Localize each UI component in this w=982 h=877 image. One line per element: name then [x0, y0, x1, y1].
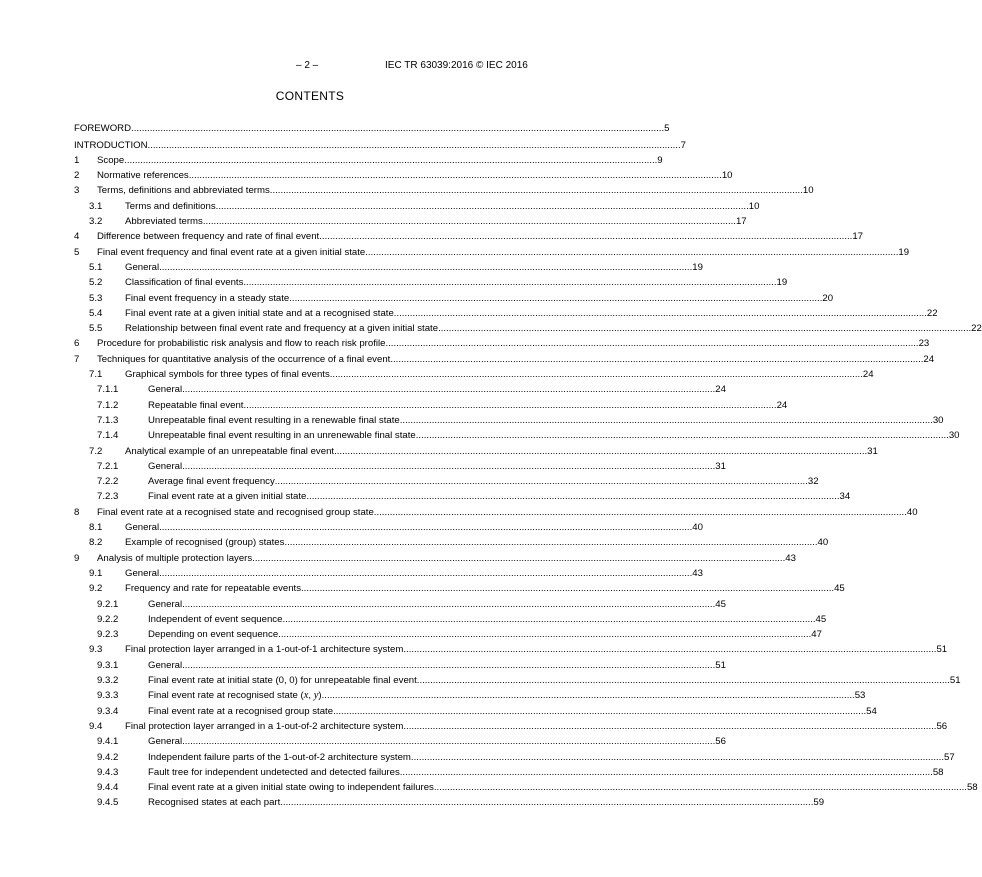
toc-entry[interactable] [74, 537, 829, 549]
toc-entry-number: 7 [74, 353, 80, 365]
toc-leader-dots [385, 338, 918, 350]
toc-entry-number: 3.2 [89, 216, 103, 227]
toc-leader-dots [182, 660, 715, 672]
toc-entry-page: 22 [926, 307, 938, 319]
toc-entry-label: Techniques for quantitative analysis of the occurrence of a final event [97, 353, 391, 365]
toc-entry-label: Example of recognised (group) states [125, 537, 285, 549]
toc-leader-dots [243, 400, 776, 412]
toc-entry-page: 31 [867, 445, 878, 457]
toc-entry-page: 22 [971, 323, 982, 335]
toc-entry-number: 9.2.1 [97, 598, 119, 610]
toc-entry-number: 9.2.3 [97, 629, 119, 641]
toc-entry[interactable] [74, 675, 961, 687]
toc-entry-page: 51 [936, 644, 948, 656]
toc-entry[interactable] [74, 506, 918, 519]
toc-entry-number: 9.3.3 [97, 690, 119, 702]
toc-entry-page: 45 [834, 583, 845, 595]
toc-leader-dots [270, 185, 803, 197]
toc-entry[interactable] [74, 705, 877, 718]
toc-entry[interactable] [74, 476, 819, 488]
toc-entry-page: 10 [748, 200, 760, 212]
toc-entry[interactable] [74, 353, 935, 366]
toc-entry-label: Unrepeatable final event resulting in an unrenewable final state [148, 430, 416, 442]
toc-entry-label: General [125, 522, 160, 533]
toc-entry-number: 7.1.4 [97, 430, 119, 442]
toc-entry-number: 7.1 [89, 369, 103, 380]
toc-entry-number: 9.4.2 [97, 751, 119, 763]
toc-entry-number: 9.4.3 [97, 766, 119, 778]
toc-entry[interactable] [74, 123, 670, 135]
toc-entry-page: 59 [813, 797, 825, 809]
toc-entry-label: Final protection layer arranged in a 1-out-of-1 architecture system [125, 644, 404, 656]
toc-entry[interactable] [74, 613, 827, 626]
toc-entry-page: 19 [776, 277, 788, 289]
toc-entry-label: Difference between frequency and rate of final event [97, 231, 320, 243]
toc-entry-number: 9.2.2 [97, 613, 119, 625]
toc-entry-label: Abbreviated terms [125, 216, 203, 227]
toc-leader-dots [182, 736, 715, 748]
toc-entry[interactable] [74, 659, 726, 672]
toc-leader-dots [416, 430, 949, 442]
toc-entry-page: 58 [966, 782, 978, 794]
toc-leader-dots [400, 415, 933, 427]
toc-entry-number: 9.4.1 [97, 736, 119, 748]
toc-entry-page: 57 [944, 751, 955, 763]
toc-entry-number: 9.2 [89, 583, 103, 595]
toc-leader-dots [243, 277, 776, 289]
toc-entry-number: 9 [74, 552, 80, 564]
toc-entry-page: 56 [936, 720, 948, 732]
toc-entry-label: Analysis of multiple protection layers [97, 552, 253, 564]
page-number-header: – 2 – [296, 60, 319, 71]
toc-entry-page: 24 [862, 369, 874, 380]
toc-entry-label: General [148, 384, 183, 396]
toc-entry-page: 9 [657, 154, 663, 166]
toc-entry-label: Independent failure parts of the 1-out-of-2 architecture system [148, 751, 411, 763]
toc-entry-page: 40 [692, 522, 703, 533]
toc-leader-dots [374, 507, 907, 519]
toc-entry[interactable] [74, 567, 703, 580]
toc-entry-number: 5.3 [89, 292, 103, 304]
toc-entry-page: 30 [948, 430, 960, 442]
toc-entry-label: Recognised states at each part [148, 797, 281, 809]
toc-entry-number: 9.4.4 [97, 782, 119, 794]
toc-entry-page: 40 [906, 506, 918, 518]
toc-entry[interactable] [74, 598, 726, 611]
toc-entry[interactable] [74, 629, 822, 641]
toc-entry[interactable] [74, 491, 851, 503]
toc-entry-label: General [125, 567, 160, 579]
toc-entry-page: 19 [898, 246, 910, 258]
toc-entry-number: 7.2 [89, 445, 103, 457]
toc-entry[interactable] [74, 216, 747, 228]
toc-entry[interactable] [74, 766, 944, 779]
toc-entry-page: 17 [852, 231, 863, 243]
toc-entry-label: Final event rate at a recognised state and recognised group state [97, 506, 374, 518]
toc-leader-dots [333, 706, 866, 718]
toc-leader-dots [284, 537, 817, 549]
toc-entry[interactable] [74, 644, 948, 656]
toc-entry-number: 8.2 [89, 537, 103, 549]
toc-entry-page: 7 [680, 139, 686, 151]
toc-entry[interactable] [74, 782, 978, 794]
toc-entry-page: 30 [932, 414, 944, 426]
toc-entry-number: 9.3.4 [97, 705, 119, 717]
toc-leader-dots [306, 491, 839, 503]
toc-entry-page: 32 [807, 476, 819, 488]
toc-entry-number: 7.1.2 [97, 399, 119, 411]
toc-entry[interactable] [74, 720, 948, 733]
toc-entry-label: Final event rate at initial state (0, 0) for unrepeatable final event [148, 675, 417, 686]
toc-leader-dots [159, 262, 692, 274]
toc-entry-page: 43 [692, 567, 703, 579]
toc-entry[interactable] [74, 552, 796, 565]
toc-leader-dots [334, 446, 867, 458]
toc-entry-label: FOREWORD [74, 123, 132, 134]
toc-entry-number: 5.4 [89, 307, 103, 319]
toc-entry-page: 53 [854, 690, 866, 702]
toc-entry-page: 45 [815, 613, 827, 625]
toc-entry-label: Final event rate at a given initial state owing to independent failures [148, 782, 434, 794]
toc-entry-number: 6 [74, 338, 80, 350]
toc-entry-label: Repeatable final event [148, 399, 244, 411]
toc-entry[interactable] [74, 154, 663, 167]
toc-leader-dots [282, 614, 815, 626]
toc-entry-label: Frequency and rate for repeatable events [125, 583, 301, 595]
toc-leader-dots [403, 721, 936, 733]
toc-entry[interactable] [74, 261, 703, 274]
toc-entry-label: Depending on event sequence [148, 629, 279, 641]
toc-entry-number: 9.3.1 [97, 659, 119, 671]
toc-leader-dots [365, 247, 898, 259]
toc-entry-label: Relationship between final event rate and frequency at a given initial state [125, 323, 439, 335]
toc-entry-label: Final event frequency in a steady state [125, 292, 290, 304]
toc-entry-page: 24 [776, 399, 788, 411]
toc-entry-label: Scope [97, 154, 125, 166]
toc-entry-number: 5.1 [89, 261, 103, 273]
toc-entry-page: 56 [715, 736, 726, 748]
toc-leader-dots [403, 644, 936, 656]
toc-leader-dots [289, 293, 822, 305]
toc-entry[interactable] [74, 200, 760, 213]
toc-leader-dots [159, 522, 692, 534]
toc-entry-label: Final event rate at a given initial state and at a recognised state [125, 307, 394, 319]
toc-entry-number: 9.4.5 [97, 797, 119, 809]
toc-entry-label: General [125, 261, 160, 273]
toc-leader-dots [182, 461, 715, 473]
toc-entry[interactable] [74, 231, 863, 243]
toc-entry[interactable] [74, 170, 733, 182]
toc-entry-number: 3 [74, 185, 80, 197]
toc-leader-dots [159, 568, 692, 580]
toc-entry-number: 7.2.2 [97, 476, 119, 488]
toc-entry-number: 7.2.1 [97, 460, 119, 472]
toc-entry-label: Independent of event sequence [148, 613, 283, 625]
toc-entry-number: 9.3.2 [97, 675, 119, 686]
toc-entry[interactable] [74, 323, 982, 335]
toc-entry-label: Final event rate at a given initial state [148, 491, 307, 503]
toc-entry-label: General [148, 659, 183, 671]
toc-leader-dots [182, 384, 715, 396]
toc-leader-dots [438, 323, 971, 335]
toc-leader-dots [148, 140, 681, 152]
toc-entry[interactable] [74, 246, 910, 259]
toc-leader-dots [390, 354, 923, 366]
toc-entry[interactable] [74, 522, 703, 534]
toc-entry-page: 34 [839, 491, 851, 503]
toc-entry-number: 5.2 [89, 277, 103, 289]
toc-leader-dots [216, 201, 749, 213]
toc-entry-page: 24 [923, 353, 935, 365]
document-reference: IEC TR 63039:2016 © IEC 2016 [385, 60, 528, 71]
toc-entry-number: 8 [74, 506, 80, 518]
toc-entry-page: 47 [811, 629, 822, 641]
toc-leader-dots [301, 583, 834, 595]
toc-entry-label: Classification of final events [125, 277, 244, 289]
toc-entry-label: Terms, definitions and abbreviated terms [97, 185, 270, 197]
toc-entry-label: General [148, 460, 183, 472]
toc-entry-number: 5 [74, 246, 80, 258]
toc-entry-number: 2 [74, 170, 80, 182]
toc-entry[interactable] [74, 384, 726, 396]
toc-entry[interactable] [74, 307, 938, 320]
toc-entry-number: 7.1.3 [97, 414, 119, 426]
toc-entry-page: 19 [692, 261, 703, 273]
toc-leader-dots [400, 767, 933, 779]
toc-leader-dots [330, 369, 863, 381]
toc-entry-label: Average final event frequency [148, 476, 275, 488]
toc-entry-label: Final event frequency and final event rate at a given initial state [97, 246, 366, 258]
toc-leader-dots [275, 476, 808, 488]
toc-entry-page: 54 [866, 705, 877, 717]
toc-entry-page: 40 [817, 537, 829, 549]
toc-entry-page: 24 [715, 384, 726, 396]
toc-leader-dots [411, 752, 944, 764]
toc-entry[interactable] [74, 414, 944, 427]
toc-leader-dots [124, 155, 657, 167]
toc-entry-label: Graphical symbols for three types of final events [125, 369, 330, 380]
toc-entry[interactable] [74, 369, 874, 381]
toc-entry-label: General [148, 598, 183, 610]
toc-leader-dots [203, 216, 736, 228]
toc-entry-page: 10 [802, 185, 814, 197]
toc-entry-label: Procedure for probabilistic risk analysis and flow to reach risk profile [97, 338, 386, 350]
toc-leader-dots [189, 170, 722, 182]
toc-entry-number: 5.5 [89, 323, 103, 335]
page-title: CONTENTS [275, 89, 345, 103]
toc-leader-dots [131, 123, 664, 135]
toc-entry-label: General [148, 736, 183, 748]
toc-entry-page: 23 [918, 338, 930, 350]
toc-entry[interactable] [74, 583, 845, 595]
toc-entry-label: Normative references [97, 170, 189, 182]
toc-entry-number: 7.1.1 [97, 384, 119, 396]
toc-entry[interactable] [74, 338, 930, 350]
toc-entry[interactable] [74, 185, 814, 197]
toc-entry[interactable] [74, 139, 686, 152]
toc-entry[interactable] [74, 445, 878, 458]
toc-entry-number: 9.1 [89, 567, 103, 579]
toc-entry[interactable] [74, 277, 788, 289]
toc-leader-dots [417, 675, 950, 687]
toc-leader-dots [322, 690, 855, 702]
toc-entry-label: Final event rate at a recognised group state [148, 705, 334, 717]
toc-entry-label: Terms and definitions [125, 200, 216, 212]
toc-entry-page: 31 [715, 460, 726, 472]
toc-entry-page: 58 [932, 766, 944, 778]
toc-entry-page: 43 [785, 552, 796, 564]
toc-entry-page: 20 [822, 292, 834, 304]
toc-entry-number: 9.4 [89, 720, 103, 732]
toc-entry-number: 8.1 [89, 522, 103, 533]
toc-entry-page: 17 [735, 216, 747, 227]
toc-entry-number: 1 [74, 154, 80, 166]
toc-entry-number: 3.1 [89, 200, 103, 212]
toc-entry-label: Final protection layer arranged in a 1-out-of-2 architecture system [125, 720, 404, 732]
toc-entry-label: INTRODUCTION [74, 139, 148, 151]
toc-entry-number: 4 [74, 231, 80, 243]
toc-leader-dots [319, 231, 852, 243]
toc-entry-label: Analytical example of an unrepeatable final event [125, 445, 335, 457]
toc-entry[interactable] [74, 797, 825, 809]
toc-entry[interactable] [74, 292, 834, 305]
toc-entry-label: Fault tree for independent undetected and detected failures [148, 766, 400, 778]
toc-entry[interactable] [74, 751, 955, 764]
toc-entry-page: 5 [664, 123, 670, 134]
toc-leader-dots [278, 629, 811, 641]
toc-leader-dots [394, 308, 927, 320]
toc-entry-label: Unrepeatable final event resulting in a renewable final state [148, 414, 400, 426]
toc-leader-dots [434, 782, 967, 794]
toc-entry[interactable] [74, 690, 866, 702]
toc-entry[interactable] [74, 736, 726, 748]
toc-entry-number: 9.3 [89, 644, 103, 656]
toc-entry-page: 45 [715, 598, 726, 610]
toc-entry[interactable] [74, 430, 960, 442]
toc-leader-dots [280, 797, 813, 809]
toc-entry-page: 51 [949, 675, 961, 686]
toc-entry-number: 7.2.3 [97, 491, 119, 503]
toc-entry[interactable] [74, 399, 788, 412]
toc-entry-label: Final event rate at recognised state (x, y) [148, 690, 322, 702]
toc-leader-dots [252, 553, 785, 565]
toc-entry[interactable] [74, 460, 726, 473]
toc-entry-page: 51 [715, 659, 726, 671]
toc-entry-page: 10 [721, 170, 733, 182]
toc-leader-dots [182, 599, 715, 611]
